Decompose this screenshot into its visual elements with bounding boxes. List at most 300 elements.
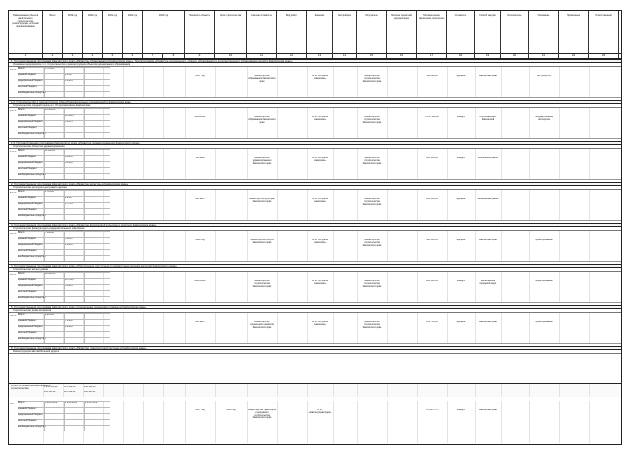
totals-label: Итого по объектам капитального строительства bbox=[11, 385, 51, 390]
term-cell: 2024 год bbox=[226, 409, 236, 411]
column-divider bbox=[277, 272, 278, 302]
column-divider bbox=[333, 190, 334, 220]
column-divider bbox=[559, 108, 560, 138]
column-divider bbox=[501, 67, 502, 97]
column-number: 10 bbox=[215, 53, 247, 58]
column-divider bbox=[123, 108, 124, 138]
column-divider bbox=[333, 108, 334, 138]
section-heading: 3. Государственная программа Камчатского края «Развитие физической культуры и спорта в Камчатском крае» bbox=[9, 223, 621, 227]
column-divider bbox=[143, 384, 144, 397]
column-divider bbox=[143, 401, 144, 443]
grid-divider bbox=[84, 313, 85, 343]
header-cell: 2020 год bbox=[83, 11, 103, 53]
table-header bbox=[9, 11, 621, 54]
procurement-cell: конкурс bbox=[456, 280, 466, 282]
funding-source-label: федеральный бюджет bbox=[18, 413, 43, 416]
section-heading: 1. Государственная программа Камчатского края «Развитие образования в Камчатском крае». Подпрограмма «Развитие дошкольного, общего образования и дополнительного образования детей в Камчатском крае» bbox=[9, 59, 621, 63]
column-number: 14 bbox=[333, 53, 357, 58]
column-divider bbox=[559, 149, 560, 179]
funding-source-label: местный бюджет bbox=[18, 85, 37, 88]
location-cell: Мильковский район bbox=[477, 198, 499, 200]
grid-divider bbox=[84, 149, 85, 179]
grid-divider bbox=[44, 190, 45, 220]
column-divider bbox=[277, 190, 278, 220]
column-divider bbox=[501, 384, 502, 397]
column-divider bbox=[143, 313, 144, 343]
funding-value: 2 846,8 bbox=[65, 326, 73, 328]
cost-cell: 602 318,00 bbox=[426, 157, 438, 159]
grid-divider bbox=[84, 231, 85, 261]
column-divider bbox=[589, 67, 590, 97]
column-divider bbox=[277, 108, 278, 138]
column-divider bbox=[277, 67, 278, 97]
header-cell: 2023 год bbox=[143, 11, 185, 53]
column-divider bbox=[163, 231, 164, 261]
funding-source-label: краевой бюджет bbox=[18, 407, 37, 410]
project-block bbox=[9, 190, 621, 221]
column-number: 12 bbox=[277, 53, 307, 58]
column-number: 4 bbox=[83, 53, 103, 58]
funding-source-label: местный бюджет bbox=[18, 290, 37, 293]
totals-value: 378 202,00 bbox=[64, 386, 76, 388]
totals-value: 1 254 310,42 bbox=[44, 386, 58, 388]
column-divider bbox=[163, 401, 164, 443]
column-number: 8 bbox=[163, 53, 185, 58]
column-divider bbox=[387, 272, 388, 302]
location-cell: Камчатский край bbox=[479, 75, 497, 77]
column-divider bbox=[277, 231, 278, 261]
funding-source-label: внебюджетные средства bbox=[18, 132, 46, 135]
spreadsheet-page bbox=[8, 10, 622, 445]
funding-grid bbox=[18, 190, 110, 220]
funding-value: 4 154,7 bbox=[65, 74, 73, 76]
column-divider bbox=[387, 190, 388, 220]
column-divider bbox=[333, 384, 334, 397]
capacity-cell: 2017 год bbox=[195, 75, 205, 77]
capacity-cell: 150 коек bbox=[195, 157, 205, 159]
funding-source-label: федеральный бюджет bbox=[18, 325, 43, 328]
project-block bbox=[9, 401, 621, 443]
funding-source-label: краевой бюджет bbox=[18, 319, 37, 322]
header-cell: 2019 год bbox=[63, 11, 83, 53]
funding-value: 2 190,0 bbox=[65, 244, 73, 246]
funding-value: 3 312,5 bbox=[65, 121, 73, 123]
grid-divider bbox=[44, 272, 45, 302]
column-divider bbox=[163, 67, 164, 97]
header-cell: Сметная стоимость bbox=[247, 11, 277, 53]
responsible-body-cell: Министерство строительства Камчатского края bbox=[252, 280, 272, 288]
funding-source-label: федеральный бюджет bbox=[18, 120, 43, 123]
capacity-cell: 2020 год bbox=[195, 239, 205, 241]
funding-value: 7 300,00 bbox=[45, 232, 54, 234]
column-divider bbox=[589, 401, 590, 443]
column-divider bbox=[589, 272, 590, 302]
column-divider bbox=[387, 67, 388, 97]
executor-cell: Министерство строительства Камчатского края bbox=[362, 116, 382, 124]
column-divider bbox=[123, 149, 124, 179]
funding-value: 5 715,00 bbox=[45, 68, 54, 70]
grid-divider bbox=[64, 401, 65, 431]
column-divider bbox=[163, 272, 164, 302]
column-number: 6 bbox=[123, 53, 143, 58]
column-divider bbox=[215, 149, 216, 179]
executor-cell: Министерство строительства Камчатского края bbox=[362, 75, 382, 83]
column-number: 23 bbox=[589, 53, 619, 58]
grid-divider bbox=[44, 108, 45, 138]
funding-source-label: краевой бюджет bbox=[18, 73, 37, 76]
section-heading: 4. Государственная программа Камчатского края «Обеспечение доступным и комфортным жильём жителей Камчатского края» bbox=[9, 264, 621, 268]
customer-cell: КГКУ «Служба заказчика» bbox=[312, 239, 328, 244]
column-divider bbox=[387, 149, 388, 179]
section-heading: 1.2. Строительство и реконструкция общеобразовательных организаций в Камчатском крае bbox=[9, 100, 621, 104]
funding-source-label: Всего bbox=[18, 272, 25, 275]
column-divider bbox=[143, 231, 144, 261]
column-divider bbox=[357, 401, 358, 443]
customer-cell: КГКУ «Служба заказчика» bbox=[312, 157, 328, 162]
column-divider bbox=[123, 272, 124, 302]
location-cell: Елизовский район bbox=[478, 157, 498, 159]
funding-value: 13 441,00 bbox=[45, 109, 56, 111]
column-divider bbox=[501, 190, 502, 220]
column-divider bbox=[387, 401, 388, 443]
column-divider bbox=[501, 401, 502, 443]
column-divider bbox=[333, 401, 334, 443]
cost-cell: 1 217 960,00 bbox=[425, 116, 439, 118]
header-cell: Исполнитель bbox=[501, 11, 529, 53]
header-cell: Всего bbox=[43, 11, 63, 53]
procurement-cell: конкурс bbox=[456, 116, 466, 118]
project-number: 6.1. bbox=[10, 403, 15, 405]
column-divider bbox=[277, 401, 278, 443]
section-heading: 2. Государственная программа Камчатского края «Развитие культуры в Камчатском крае» bbox=[9, 182, 621, 186]
subsection-heading: Реконструкция автомобильной дороги bbox=[9, 350, 621, 354]
funding-value: 5 110,0 bbox=[65, 238, 73, 240]
cost-cell: 804 512,00 bbox=[426, 280, 438, 282]
funding-source-label: федеральный бюджет bbox=[18, 202, 43, 205]
column-divider bbox=[475, 384, 476, 397]
column-divider bbox=[447, 384, 448, 397]
funding-grid bbox=[18, 231, 110, 261]
column-divider bbox=[357, 384, 358, 397]
column-divider bbox=[215, 67, 216, 97]
location-cell: Вилючинский городской округ bbox=[479, 280, 497, 285]
column-divider bbox=[589, 149, 590, 179]
header-cell: Вид работ bbox=[277, 11, 307, 53]
header-cell: 2022 год bbox=[123, 11, 143, 53]
funding-source-label: Всего bbox=[18, 149, 25, 152]
column-divider bbox=[529, 384, 530, 397]
column-divider bbox=[387, 231, 388, 261]
column-number: 13 bbox=[307, 53, 333, 58]
column-divider bbox=[559, 313, 560, 343]
funding-source-label: федеральный бюджет bbox=[18, 79, 43, 82]
column-divider bbox=[387, 313, 388, 343]
grid-divider bbox=[44, 67, 45, 97]
header-cell: 2021 год bbox=[103, 11, 123, 53]
cost-cell: 286 140,00 bbox=[426, 198, 438, 200]
subsection-heading: Строительство дома-интерната bbox=[9, 309, 621, 313]
grid-divider bbox=[84, 401, 85, 431]
column-divider bbox=[277, 384, 278, 397]
header-cell: Примечание bbox=[559, 11, 589, 53]
funding-value: 9 905,00 bbox=[45, 314, 54, 316]
executor-cell: Министерство строительства Камчатского края bbox=[362, 239, 382, 247]
column-divider bbox=[143, 149, 144, 179]
header-cell: Застройщик bbox=[333, 11, 357, 53]
project-block bbox=[9, 67, 621, 98]
column-divider bbox=[143, 108, 144, 138]
column-divider bbox=[417, 384, 418, 397]
funding-source-label: Всего bbox=[18, 313, 25, 316]
funding-value: 4 716,00 bbox=[45, 191, 54, 193]
customer-cell: КГКУ «Камчатуправтодор» bbox=[308, 409, 332, 414]
project-block bbox=[9, 149, 621, 180]
column-divider bbox=[143, 190, 144, 220]
column-divider bbox=[123, 384, 124, 397]
customer-cell: КГКУ «Служба заказчика» bbox=[312, 75, 328, 80]
header-cell: Ответственный bbox=[589, 11, 619, 53]
executor-cell: Министерство строительства Камчатского края bbox=[362, 280, 382, 288]
column-divider bbox=[559, 190, 560, 220]
totals-value: 245 904,50 bbox=[84, 386, 96, 388]
funding-source-label: Всего bbox=[18, 401, 25, 404]
column-divider bbox=[501, 231, 502, 261]
funding-grid bbox=[18, 149, 110, 179]
funding-source-label: краевой бюджет bbox=[18, 114, 37, 117]
column-divider bbox=[333, 149, 334, 179]
responsible-body-cell: Министерство образования Камчатского края bbox=[248, 75, 276, 83]
column-number: 18 bbox=[447, 53, 475, 58]
column-divider bbox=[215, 108, 216, 138]
column-divider bbox=[215, 313, 216, 343]
header-cell: Положительное заключение экспертизы bbox=[417, 11, 447, 53]
funding-source-label: федеральный бюджет bbox=[18, 243, 43, 246]
subsection-heading: Строительство культурно-досугового центра bbox=[9, 186, 621, 190]
funding-source-label: внебюджетные средства bbox=[18, 91, 46, 94]
funding-value: 2 945,7 bbox=[65, 197, 73, 199]
grid-divider bbox=[44, 231, 45, 261]
totals-value: 201 118,00 bbox=[64, 391, 76, 393]
column-divider bbox=[215, 384, 216, 397]
column-divider bbox=[277, 149, 278, 179]
funding-value: 13 724,6 bbox=[65, 279, 74, 281]
grid-divider bbox=[84, 190, 85, 220]
funding-grid bbox=[18, 401, 110, 431]
funding-value: 8 402,0 bbox=[65, 156, 73, 158]
grid-divider bbox=[44, 313, 45, 343]
grid-divider bbox=[84, 108, 85, 138]
column-number: 11 bbox=[247, 53, 277, 58]
funding-source-label: Всего bbox=[18, 67, 25, 70]
column-number: 20 bbox=[501, 53, 529, 58]
responsible-body-cell: Министерство здравоохранения Камчатского края bbox=[252, 157, 272, 165]
funding-source-label: Всего bbox=[18, 231, 25, 234]
project-number: 5.1.1. bbox=[10, 315, 17, 317]
funding-source-label: внебюджетные средства bbox=[18, 337, 46, 340]
header-cell: Заказчик bbox=[307, 11, 333, 53]
column-divider bbox=[307, 384, 308, 397]
project-number: 1.1.1. bbox=[10, 69, 17, 71]
funding-value: 1 944 300,0 bbox=[65, 402, 78, 404]
column-divider bbox=[501, 272, 502, 302]
column-number: 17 bbox=[417, 53, 447, 58]
column-divider bbox=[143, 67, 144, 97]
funding-grid bbox=[18, 67, 110, 97]
column-divider bbox=[215, 272, 216, 302]
funding-source-label: внебюджетные средства bbox=[18, 425, 46, 428]
grid-divider bbox=[84, 67, 85, 97]
header-cell: Срок строительства bbox=[215, 11, 247, 53]
column-divider bbox=[333, 272, 334, 302]
column-divider bbox=[163, 190, 164, 220]
project-block bbox=[9, 272, 621, 303]
project-number: 4.1.1. bbox=[10, 274, 17, 276]
header-cell: Мощность объекта bbox=[185, 11, 215, 53]
column-divider bbox=[123, 401, 124, 443]
project-number: 1.2.1. bbox=[10, 110, 17, 112]
project-number: 2.1.1. bbox=[10, 192, 17, 194]
column-divider bbox=[559, 231, 560, 261]
column-divider bbox=[215, 231, 216, 261]
project-number: 3.1.1. bbox=[10, 233, 17, 235]
procurement-cell: аукцион bbox=[456, 198, 466, 200]
funding-source-label: местный бюджет bbox=[18, 208, 37, 211]
column-divider bbox=[333, 67, 334, 97]
header-cell: Стоимость bbox=[447, 11, 475, 53]
responsible-body-cell: Министерство образования Камчатского края bbox=[248, 116, 276, 124]
funding-source-label: внебюджетные средства bbox=[18, 255, 46, 258]
column-divider bbox=[277, 313, 278, 343]
executor-cell: Министерство строительства Камчатского края bbox=[362, 198, 382, 206]
column-divider bbox=[559, 401, 560, 443]
funding-source-label: Всего bbox=[18, 190, 25, 193]
column-divider bbox=[559, 272, 560, 302]
column-divider bbox=[185, 384, 186, 397]
subsection-heading: Основное мероприятие 1.1. Строительство и реконструкция объектов дошкольного образования bbox=[9, 63, 621, 67]
funding-source-label: краевой бюджет bbox=[18, 237, 37, 240]
customer-cell: КГКУ «Служба заказчика» bbox=[312, 116, 328, 121]
note-cell: государственная экспертиза bbox=[535, 116, 553, 121]
subsection-heading: Строительство физкультурно-оздоровительного комплекса bbox=[9, 227, 621, 231]
column-divider bbox=[529, 401, 530, 443]
column-divider bbox=[143, 272, 144, 302]
note-cell: проектирование bbox=[535, 280, 553, 282]
column-divider bbox=[589, 108, 590, 138]
funding-grid bbox=[18, 272, 110, 302]
funding-source-label: Всего bbox=[18, 108, 25, 111]
cost-cell: 390 100,00 bbox=[426, 239, 438, 241]
column-divider bbox=[589, 384, 590, 397]
section-heading: 6. Государственная программа Камчатского края «Развитие транспортной системы в Камчатском крае» bbox=[9, 346, 621, 350]
column-number: 2 bbox=[43, 53, 63, 58]
capacity-cell: 120 мест bbox=[195, 321, 205, 323]
procurement-cell: аукцион bbox=[456, 321, 466, 323]
column-divider bbox=[163, 108, 164, 138]
funding-value: 11 846,00 bbox=[45, 150, 56, 152]
column-number: 21 bbox=[529, 53, 559, 58]
column-divider bbox=[501, 313, 502, 343]
note-cell: проектирование bbox=[535, 321, 553, 323]
column-divider bbox=[123, 190, 124, 220]
funding-source-label: федеральный бюджет bbox=[18, 161, 43, 164]
totals-value: 234 100,81 bbox=[44, 391, 56, 393]
column-divider bbox=[163, 149, 164, 179]
column-divider bbox=[589, 231, 590, 261]
subsection-heading: Строительство средней школы в г. Петропавловске-Камчатском bbox=[9, 104, 621, 108]
header-cell: Способ закупки bbox=[475, 11, 501, 53]
subsection-heading: Строительство объектов здравоохранения bbox=[9, 145, 621, 149]
column-divider bbox=[387, 108, 388, 138]
funding-source-label: местный бюджет bbox=[18, 419, 37, 422]
column-divider bbox=[559, 384, 560, 397]
section-heading: 1.3. Государственная программа Камчатского края «Развитие здравоохранения Камчатского края» bbox=[9, 141, 621, 145]
procurement-cell: аукцион bbox=[456, 239, 466, 241]
procurement-cell: аукцион bbox=[456, 75, 466, 77]
totals-value: 194 985,11 bbox=[84, 391, 96, 393]
column-divider bbox=[501, 108, 502, 138]
column-divider bbox=[215, 190, 216, 220]
column-divider bbox=[387, 384, 388, 397]
column-number: 1 bbox=[9, 53, 43, 58]
section-heading: 5. Государственная программа Камчатского края «Социальная поддержка граждан в Камчатском крае» bbox=[9, 305, 621, 309]
funding-grid bbox=[18, 108, 110, 138]
funding-source-label: местный бюджет bbox=[18, 126, 37, 129]
funding-value: 3 296 000,0 bbox=[45, 402, 58, 404]
funding-source-label: краевой бюджет bbox=[18, 196, 37, 199]
column-divider bbox=[333, 313, 334, 343]
capacity-cell: 2019-2021 bbox=[194, 116, 206, 118]
column-number: 7 bbox=[143, 53, 163, 58]
procurement-cell: конкурс bbox=[456, 409, 466, 411]
note-cell: не требуется bbox=[537, 75, 551, 77]
column-number: 22 bbox=[559, 53, 589, 58]
note-cell bbox=[530, 157, 558, 177]
executor-cell: Министерство строительства Камчатского края bbox=[362, 321, 382, 329]
responsible-body-cell: Министерство культуры Камчатского края bbox=[249, 198, 275, 203]
funding-source-label: внебюджетные средства bbox=[18, 296, 46, 299]
funding-source-label: местный бюджет bbox=[18, 331, 37, 334]
location-cell: Петропавловск-Камчатский bbox=[479, 116, 497, 121]
funding-value: 5 596,4 bbox=[65, 285, 73, 287]
grid-divider bbox=[84, 272, 85, 302]
funding-source-label: краевой бюджет bbox=[18, 278, 37, 281]
column-divider bbox=[333, 231, 334, 261]
funding-value: 7 058,2 bbox=[65, 320, 73, 322]
funding-source-label: федеральный бюджет bbox=[18, 284, 43, 287]
header-cell: Наименование объекта капитального строительства, реконструкции, источник финансирования bbox=[9, 11, 43, 53]
column-number: 15 bbox=[357, 53, 387, 58]
funding-source-label: внебюджетные средства bbox=[18, 214, 46, 217]
funding-grid bbox=[18, 313, 110, 343]
totals-block bbox=[9, 383, 621, 397]
capacity-cell: 2018-2020 bbox=[194, 280, 206, 282]
funding-value: 10 128,5 bbox=[65, 115, 74, 117]
subsection-heading: Строительство жилых домов bbox=[9, 268, 621, 272]
responsible-body-cell: Министерство спорта Камчатского края bbox=[250, 239, 274, 244]
procurement-cell: конкурс bbox=[456, 157, 466, 159]
capacity-cell: 300 мест bbox=[195, 198, 205, 200]
funding-value: 19 321,00 bbox=[45, 273, 56, 275]
funding-value: 3 444,0 bbox=[65, 162, 73, 164]
column-divider bbox=[123, 67, 124, 97]
column-divider bbox=[163, 313, 164, 343]
cost-cell: 311 368,00 bbox=[426, 75, 438, 77]
column-divider bbox=[589, 190, 590, 220]
responsible-body-cell: Министерство транспорта и дорожного строительства Камчатского края bbox=[248, 409, 276, 420]
header-cell: Основание bbox=[529, 11, 559, 53]
project-block bbox=[9, 231, 621, 262]
funding-source-label: краевой бюджет bbox=[18, 155, 37, 158]
